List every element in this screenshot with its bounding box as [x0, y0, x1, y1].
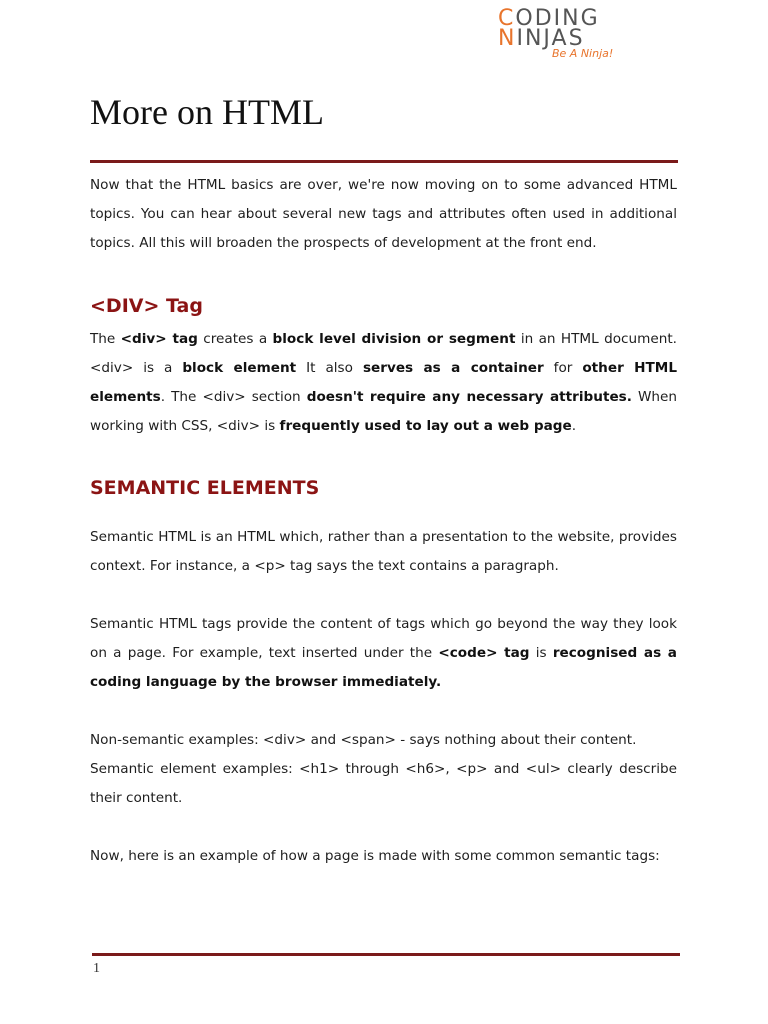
- logo-wordmark-top: CODING: [498, 6, 600, 31]
- document-body: [90, 171, 677, 871]
- footer-divider: [92, 953, 680, 956]
- spacer: [90, 441, 677, 474]
- coding-ninjas-logo: [498, 8, 616, 62]
- spacer: [90, 697, 677, 726]
- semantic-paragraph-2: Semantic HTML tags provide the content of tags which go beyond the way they look on a page. For example, text inserted under the <code> tag is recognised as a coding language by the browser immediately.: [90, 616, 677, 690]
- title-divider: [90, 160, 678, 163]
- semantic-element-examples: Semantic element examples: <h1> through <h6>, <p> and <ul> clearly describe their content.: [90, 761, 677, 806]
- div-tag-heading: <DIV> Tag: [90, 295, 203, 317]
- spacer: [90, 581, 677, 610]
- semantic-elements-heading: SEMANTIC ELEMENTS: [90, 477, 320, 499]
- spacer: [90, 503, 677, 523]
- div-tag-paragraph: The <div> tag creates a block level division or segment in an HTML document. <div> is a block element It also serves as a container for other HTML elements. The <div> section doesn't require any necessary attributes. When working with CSS, <div> is frequently used to lay out a web page.: [90, 331, 678, 434]
- logo-tagline: Be A Ninja!: [552, 47, 614, 60]
- page-title: More on HTML: [90, 92, 324, 132]
- logo-wordmark-bottom: NINJAS: [498, 26, 585, 51]
- page-number: 1: [93, 961, 100, 976]
- intro-paragraph: Now that the HTML basics are over, we're now moving on to some advanced HTML topics. You can hear about several new tags and attributes often used in additional topics. All this will broaden the prospects of development at the front end.: [90, 177, 677, 251]
- example-intro-paragraph: Now, here is an example of how a page is made with some common semantic tags:: [90, 848, 660, 864]
- semantic-paragraph-1: Semantic HTML is an HTML which, rather than a presentation to the website, provides context. For instance, a <p> tag says the text contains a paragraph.: [90, 529, 677, 574]
- spacer: [90, 258, 677, 292]
- spacer: [90, 813, 677, 842]
- non-semantic-examples: Non-semantic examples: <div> and <span> - says nothing about their content.: [90, 732, 637, 748]
